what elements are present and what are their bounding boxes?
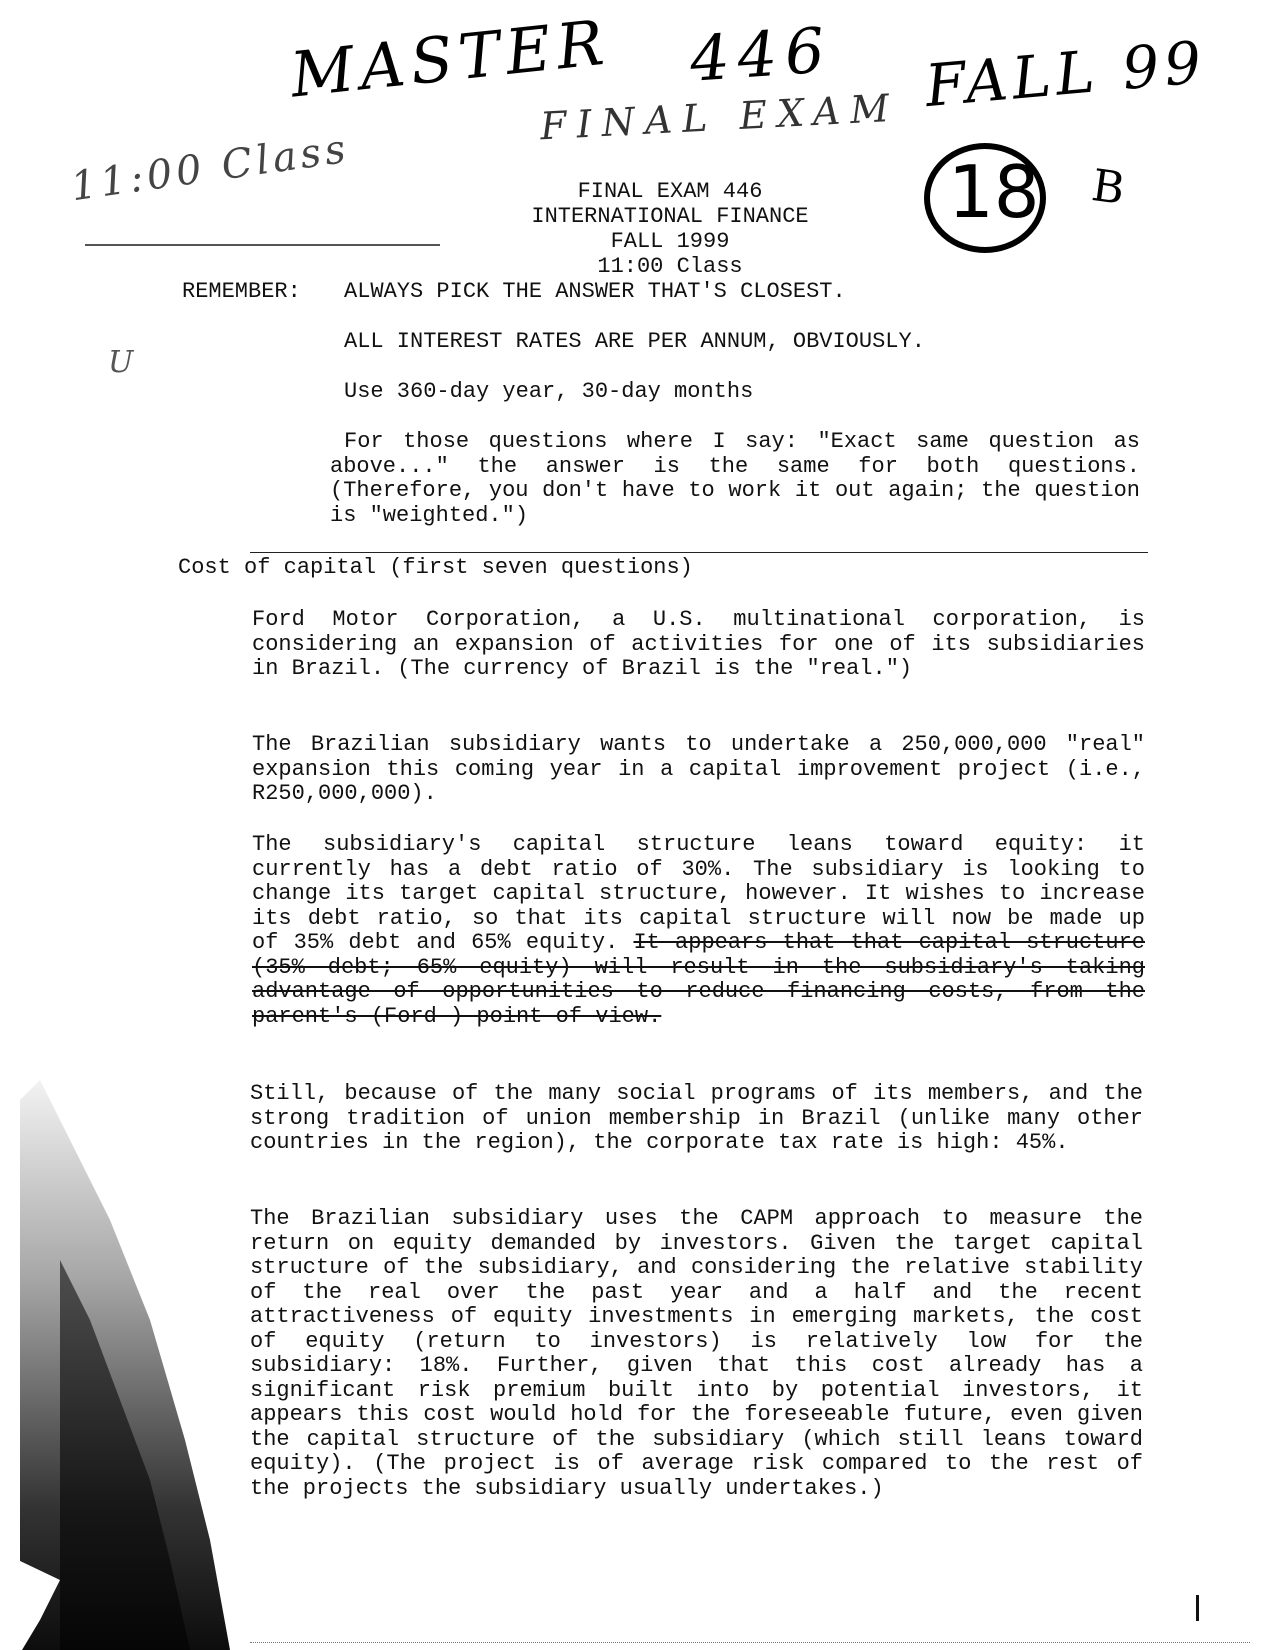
scan-speck-bottom bbox=[250, 1642, 1250, 1643]
handwritten-term: FALL 99 bbox=[922, 27, 1209, 121]
handwritten-master: MASTER bbox=[287, 5, 613, 112]
scan-speck bbox=[1196, 1595, 1199, 1621]
handwritten-subtitle: FINAL EXAM bbox=[539, 85, 901, 149]
capital-structure-text: The subsidiary's capital structure leans toward equity: it currently has a debt ratio of 30%. The subsidiary is looking to change its target capital structure, however. It wishes to increase its debt ratio, so that its capital structure will now be made up of 35% debt and 65% equity. bbox=[252, 832, 1145, 955]
header-title: FINAL EXAM 446 bbox=[577, 179, 763, 204]
interest-note: ALL INTEREST RATES ARE PER ANNUM, OBVIOUSLY. bbox=[344, 329, 925, 354]
remember-label: REMEMBER: bbox=[182, 279, 301, 304]
header-term: FALL 1999 bbox=[610, 229, 730, 254]
section-divider bbox=[250, 552, 1148, 553]
paragraph-capm: The Brazilian subsidiary uses the CAPM approach to measure the return on equity demanded by investors. Given the target capital structure of the subsidiary, and considering the relative stability of the real over the past year and a half and the recent attractiveness of equity investments in emerging markets, the cost of equity (return to investors) is relatively low for the subsidiary: 18%. Further, given that this cost already has a significant risk premium built into by potential investors, it appears this cost would hold for the foreseeable future, even given the capital structure of the subsidiary (which still leans toward equity). (The project is of average risk compared to the rest of the projects the subsidiary usually undertakes.) bbox=[250, 1206, 1143, 1501]
header-course: INTERNATIONAL FINANCE bbox=[531, 204, 809, 229]
struck-text: It appears that that capital structure (35% debt; 65% equity) will result in the subsidiary's taking advantage of opportunities to reduce financing costs, from the parent's (Ford ) point of view. bbox=[252, 930, 1145, 1029]
paragraph-capital-structure bbox=[252, 833, 1145, 1029]
handwriting-underline bbox=[85, 244, 440, 246]
header-class: 11:00 Class bbox=[597, 254, 743, 279]
section-title: Cost of capital (first seven questions) bbox=[178, 555, 693, 580]
scan-edge-artifact bbox=[0, 1060, 250, 1650]
paragraph-tax-rate: Still, because of the many social programs of its members, and the strong tradition of union membership in Brazil (unlike many other countries in the region), the corporate tax rate is high: 45%. bbox=[250, 1081, 1143, 1155]
weighted-note: For those questions where I say: "Exact same question as above..." the answer is the same for both questions. (Therefore, you don't have to work it out again; the question is "weighted.") bbox=[330, 429, 1140, 528]
paragraph-expansion: The Brazilian subsidiary wants to undertake a 250,000,000 "real" expansion this coming year in a capital improvement project (i.e., R250,000,000). bbox=[252, 732, 1145, 806]
handwritten-left-note: 11:00 Class bbox=[68, 125, 353, 211]
handwritten-margin-mark: U bbox=[108, 345, 134, 380]
handwritten-course: 446 bbox=[687, 13, 835, 96]
circled-score-number: 18 bbox=[948, 150, 1040, 234]
handwritten-side-mark: B bbox=[1088, 159, 1128, 216]
year-note: Use 360-day year, 30-day months bbox=[344, 379, 754, 404]
paragraph-ford: Ford Motor Corporation, a U.S. multinational corporation, is considering an expansion of activities for one of its subsidiaries in Brazil. (The currency of Brazil is the "real.") bbox=[252, 607, 1145, 681]
remember-text: ALWAYS PICK THE ANSWER THAT'S CLOSEST. bbox=[344, 279, 846, 304]
